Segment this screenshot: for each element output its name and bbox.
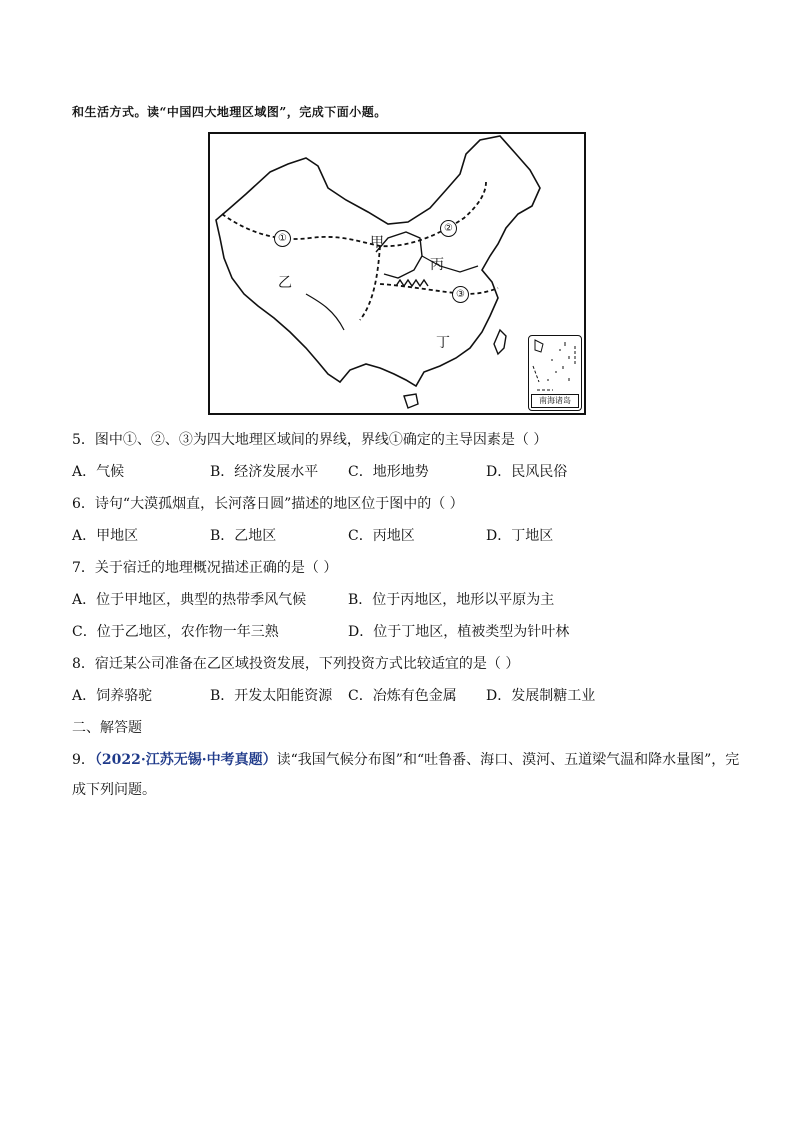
q5-option-a: A．气候 <box>72 464 125 480</box>
q7-stem: 7．关于宿迁的地理概况描述正确的是（ ） <box>72 560 338 576</box>
boundary-1-marker: ① <box>274 230 291 247</box>
china-regions-map <box>208 132 586 415</box>
q8-option-d: D．发展制糖工业 <box>486 688 596 704</box>
boundary-2-marker: ② <box>440 220 457 237</box>
q8-option-b: B．开发太阳能资源 <box>210 688 333 704</box>
inner-border <box>306 294 344 330</box>
intro-text: 和生活方式。读“中国四大地理区域图”，完成下面小题。 <box>72 105 387 119</box>
inset-label: 南海诸岛 <box>531 394 579 408</box>
region-ding-label: 丁 <box>436 335 450 351</box>
q6-option-d: D．丁地区 <box>486 528 554 544</box>
q6-option-c: C．丙地区 <box>348 528 415 544</box>
q7-option-c: C．位于乙地区，农作物一年三熟 <box>72 624 279 640</box>
q7-option-b: B．位于丙地区，地形以平原为主 <box>348 592 555 608</box>
taiwan-island <box>494 330 506 354</box>
region-bing-label: 丙 <box>430 257 444 273</box>
q5-option-b: B．经济发展水平 <box>210 464 319 480</box>
q8-option-a: A．饲养骆驼 <box>72 688 153 704</box>
south-china-sea-inset <box>528 335 582 411</box>
q9-number: 9． <box>72 752 95 768</box>
boundary-2 <box>360 246 380 320</box>
q6-stem: 6．诗句“大漠孤烟直，长河落日圆”描述的地区位于图中的（ ） <box>72 496 464 512</box>
q7-option-a: A．位于甲地区，典型的热带季风气候 <box>72 592 307 608</box>
boundary-3 <box>380 284 498 294</box>
inset-drawing <box>529 336 580 396</box>
q9-stem-line2: 成下列问题。 <box>72 782 156 798</box>
qinling-mountains <box>396 280 428 286</box>
q7-option-d: D．位于丁地区，植被类型为针叶林 <box>348 624 570 640</box>
q9-source: （2022·江苏无锡·中考真题） <box>94 752 277 768</box>
region-yi-label: 乙 <box>278 275 292 291</box>
boundary-3-marker: ③ <box>452 286 469 303</box>
region-jia-label: 甲 <box>370 235 384 251</box>
hainan-island <box>404 394 418 408</box>
q5-option-d: D．民风民俗 <box>486 464 568 480</box>
q5-stem: 5．图中①、②、③为四大地理区域间的界线，界线①确定的主导因素是（ ） <box>72 432 548 448</box>
q8-stem: 8．宿迁某公司准备在乙区域投资发展，下列投资方式比较适宜的是（ ） <box>72 656 520 672</box>
q6-option-a: A．甲地区 <box>72 528 139 544</box>
q8-option-c: C．冶炼有色金属 <box>348 688 457 704</box>
q6-option-b: B．乙地区 <box>210 528 277 544</box>
q9-stem-part1: 读“我国气候分布图”和“吐鲁番、海口、漠河、五道梁气温和降水量图”，完 <box>276 752 740 768</box>
q9-stem-line1 <box>72 750 739 770</box>
section2-title: 二、解答题 <box>72 720 142 736</box>
q5-option-c: C．地形地势 <box>348 464 429 480</box>
